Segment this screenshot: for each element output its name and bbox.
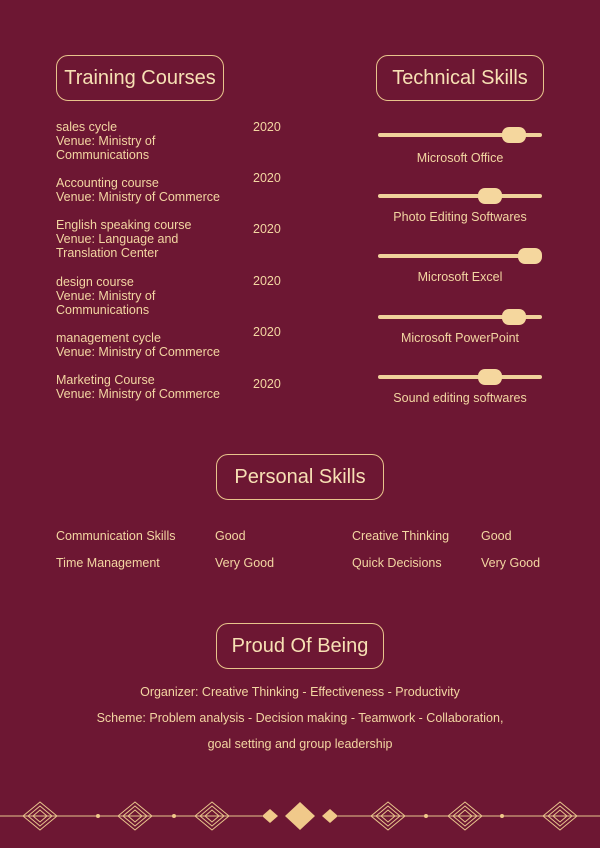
- course-item: [56, 275, 246, 317]
- course-year: 2020: [253, 325, 281, 339]
- skill-bar: [378, 254, 542, 258]
- course-item: [56, 218, 246, 260]
- course-year: 2020: [253, 171, 281, 185]
- diamond-ornament-border: [0, 796, 600, 836]
- personal-skill-level: Very Good: [215, 556, 275, 570]
- training-courses-header: [56, 55, 224, 101]
- proud-line: goal setting and group leadership: [207, 737, 393, 751]
- proud-line: Scheme: Problem analysis - Decision making - Teamwork - Collaboration,: [96, 711, 504, 725]
- skill-knob: [502, 309, 526, 325]
- personal-skills-header: [216, 454, 384, 500]
- course-year: 2020: [253, 222, 281, 236]
- skill-knob: [478, 188, 502, 204]
- personal-skill-name: Creative Thinking: [352, 529, 450, 543]
- course-name: English speaking course: [56, 218, 192, 232]
- course-year: 2020: [253, 274, 281, 288]
- personal-skill-name: Communication Skills: [56, 529, 176, 543]
- technical-skills-header: [376, 55, 544, 101]
- skill-bar: [378, 194, 542, 198]
- proud-of-being-title: Proud Of Being: [231, 634, 369, 657]
- course-venue: Venue: Ministry of Commerce: [56, 387, 220, 401]
- course-item: [56, 120, 246, 162]
- course-venue: Communications: [56, 148, 150, 162]
- course-year: 2020: [253, 120, 281, 134]
- personal-skill-level: Very Good: [481, 556, 541, 570]
- proud-line: Organizer: Creative Thinking - Effectiveness - Productivity: [140, 685, 460, 699]
- personal-skill-name: Quick Decisions: [352, 556, 442, 570]
- course-year: 2020: [253, 377, 281, 391]
- course-name: design course: [56, 275, 134, 289]
- course-venue: Venue: Ministry of: [56, 289, 156, 303]
- proud-of-being-header: [216, 623, 384, 669]
- skill-label: Microsoft Excel: [417, 270, 503, 284]
- skill-bar: [378, 375, 542, 379]
- course-item: [56, 176, 246, 204]
- skill-bar: [378, 133, 542, 137]
- skill-knob: [502, 127, 526, 143]
- course-venue: Venue: Language and: [56, 232, 179, 246]
- course-item: [56, 331, 246, 359]
- course-venue: Communications: [56, 303, 150, 317]
- course-name: management cycle: [56, 331, 161, 345]
- personal-skill-level: Good: [481, 529, 512, 543]
- personal-skills-title: Personal Skills: [234, 465, 366, 488]
- course-venue: Venue: Ministry of Commerce: [56, 345, 220, 359]
- skill-label: Microsoft Office: [416, 151, 504, 165]
- skill-label: Sound editing softwares: [393, 391, 527, 405]
- course-venue: Venue: Ministry of: [56, 134, 156, 148]
- skill-label: Microsoft PowerPoint: [400, 331, 520, 345]
- skill-knob: [518, 248, 542, 264]
- course-venue: Venue: Ministry of Commerce: [56, 190, 220, 204]
- skill-knob: [478, 369, 502, 385]
- skill-label: Photo Editing Softwares: [393, 210, 527, 224]
- course-name: Marketing Course: [56, 373, 155, 387]
- technical-skills-title: Technical Skills: [392, 66, 528, 89]
- course-name: sales cycle: [56, 120, 118, 134]
- course-name: Accounting course: [56, 176, 159, 190]
- course-venue: Translation Center: [56, 246, 159, 260]
- personal-skill-name: Time Management: [56, 556, 160, 570]
- course-item: [56, 373, 246, 401]
- personal-skill-level: Good: [215, 529, 246, 543]
- training-courses-title: Training Courses: [64, 66, 216, 89]
- skill-bar: [378, 315, 542, 319]
